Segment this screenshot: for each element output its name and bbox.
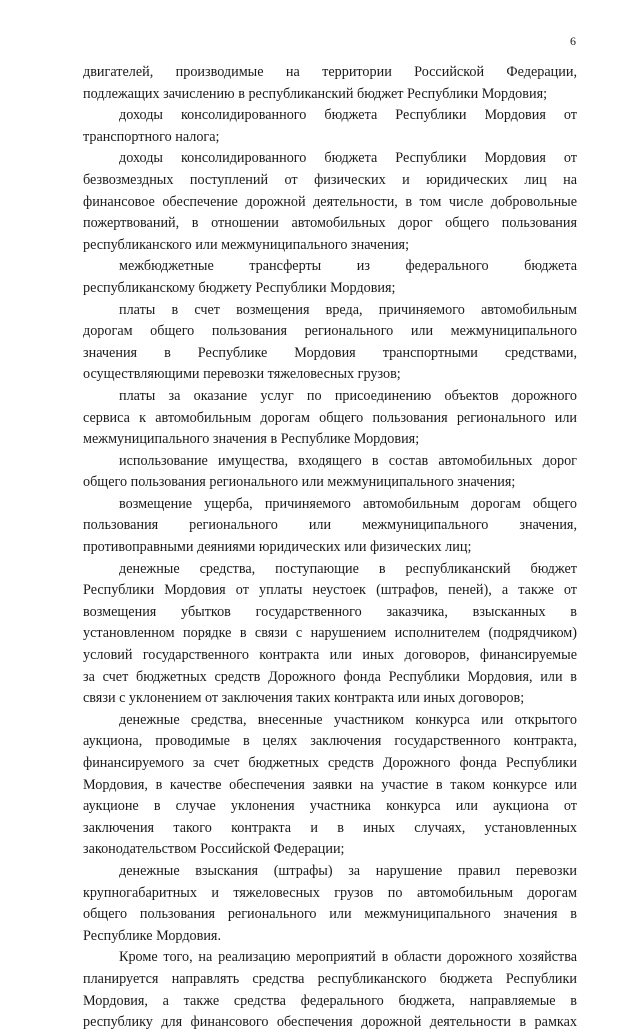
text-line: финансовое обеспечение дорожной деятельности, в том числе добровольные	[83, 193, 577, 210]
text-line: аукционе в случае уклонения участника конкурса или аукциона от	[83, 798, 577, 815]
text-line: республику для финансового обеспечения дорожной деятельности в рамках	[83, 1014, 577, 1031]
text-line: возмещения убытков государственного заказчика, взысканных в	[83, 603, 577, 620]
text-line: доходы консолидированного бюджета Республики Мордовия от	[119, 107, 577, 124]
text-line: противоправными деяниями юридических или физических лиц;	[83, 539, 472, 556]
text-line: использование имущества, входящего в состав автомобильных дорог	[119, 452, 577, 469]
text-line: планируется направлять средства республиканского бюджета Республики	[83, 970, 577, 987]
text-line: крупногабаритных и тяжеловесных грузов по автомобильным дорогам	[83, 884, 577, 901]
text-line: подлежащих зачислению в республиканский бюджет Республики Мордовия;	[83, 85, 548, 102]
text-line: межмуниципального значения в Республике Мордовия;	[83, 431, 420, 448]
text-line: Кроме того, на реализацию мероприятий в области дорожного хозяйства	[119, 949, 577, 966]
text-line: общего пользования регионального или межмуниципального значения в	[83, 906, 577, 923]
text-line: аукциона, проводимые в целях заключения государственного контракта,	[83, 733, 577, 750]
text-line: Республике Мордовия.	[83, 927, 222, 944]
text-line: связи с уклонением от заключения таких контракта или иных договоров;	[83, 690, 525, 707]
text-line: денежные средства, внесенные участником конкурса или открытого	[119, 711, 577, 728]
text-line: республиканскому бюджету Республики Мордовия;	[83, 279, 396, 296]
text-line: платы в счет возмещения вреда, причиняемого автомобильным	[119, 301, 577, 318]
text-line: денежные средства, поступающие в республиканский бюджет	[119, 560, 577, 577]
page-number: 6	[570, 34, 576, 48]
text-line: заключения такого контракта и в иных случаях, установленных	[83, 819, 577, 836]
text-line: возмещение ущерба, причиняемого автомобильным дорогам общего	[119, 495, 577, 512]
text-line: осуществляющими перевозки тяжеловесных грузов;	[83, 366, 401, 383]
text-line: безвозмездных поступлений от физических и юридических лиц на	[83, 171, 577, 188]
text-line: двигателей, производимые на территории Российской Федерации,	[83, 64, 577, 80]
text-line: доходы консолидированного бюджета Республики Мордовия от	[119, 150, 577, 167]
text-line: законодательством Российской Федерации;	[83, 841, 345, 858]
text-line: платы за оказание услуг по присоединению объектов дорожного	[119, 387, 577, 404]
text-line: установленном порядке в связи с нарушением исполнителем (подрядчиком)	[83, 625, 577, 642]
text-line: республиканского или межмуниципального значения;	[83, 236, 410, 253]
text-line: межбюджетные трансферты из федерального бюджета	[119, 258, 577, 275]
text-line: общего пользования регионального или межмуниципального значения;	[83, 474, 516, 491]
text-line: Мордовия, а также средства федерального бюджета, направляемые в	[83, 992, 577, 1009]
text-line: пользования регионального или межмуниципального значения,	[83, 517, 577, 534]
text-line: транспортного налога;	[83, 128, 220, 145]
text-line: пожертвований, в отношении автомобильных дорог общего пользования	[83, 215, 577, 232]
text-line: значения в Республике Мордовия транспортными средствами,	[83, 344, 577, 361]
text-line: дорогам общего пользования регионального или межмуниципального	[83, 323, 577, 340]
text-line: сервиса к автомобильным дорогам общего пользования регионального или	[83, 409, 577, 426]
text-line: за счет бюджетных средств Дорожного фонда Республики Мордовия, или в	[83, 668, 577, 685]
text-line: денежные взыскания (штрафы) за нарушение правил перевозки	[119, 862, 577, 879]
document-body	[83, 62, 577, 1034]
text-line: Мордовия, в качестве обеспечения заявки на участие в таком конкурсе или	[83, 776, 577, 793]
text-line: Республики Мордовия от уплаты неустоек (штрафов, пеней), а также от	[83, 582, 577, 599]
text-line: финансируемого за счет бюджетных средств Дорожного фонда Республики	[83, 755, 577, 771]
text-line: условий государственного контракта или иных договоров, финансируемые	[83, 647, 577, 664]
